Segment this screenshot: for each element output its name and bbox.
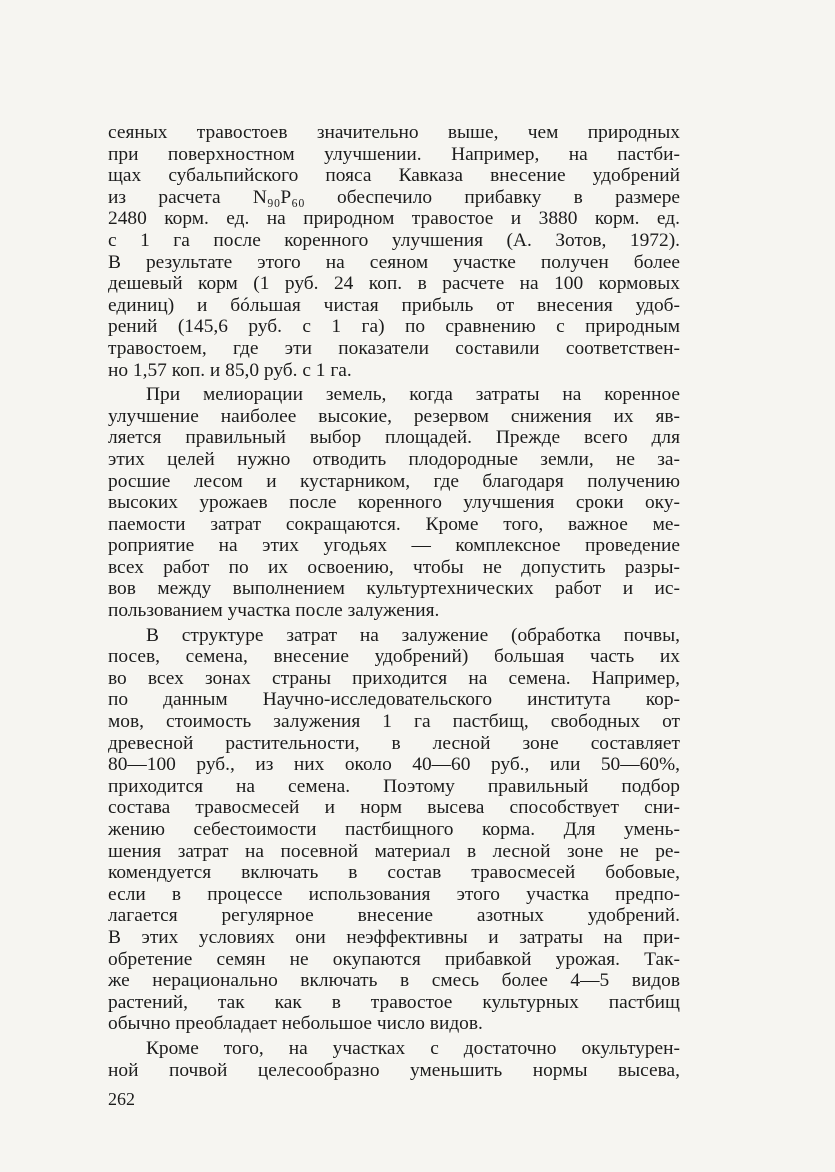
text-line: улучшение наиболее высокие, резервом снижения их яв-: [108, 405, 680, 427]
text-line: В структуре затрат на залужение (обработка почвы,: [146, 624, 680, 646]
text-line: роприятие на этих угодьях — комплексное проведение: [108, 535, 680, 557]
text-line: щах субальпийского пояса Кавказа внесение удобрений: [108, 165, 680, 187]
text-line: мов, стоимость залужения 1 га пастбищ, свободных от: [108, 711, 680, 733]
paragraph: [108, 384, 680, 622]
text-line: дешевый корм (1 руб. 24 коп. в расчете на 100 кормовых: [108, 273, 680, 295]
text-line: комендуется включать в состав травосмесей бобовые,: [108, 862, 680, 884]
paragraph: [108, 122, 680, 381]
text-line: во всех зонах страны приходится на семена. Например,: [108, 667, 680, 689]
text-line: 2480 корм. ед. на природном травостое и 3880 корм. ед.: [108, 208, 680, 230]
text-line: по данным Научно-исследовательского института кор-: [108, 689, 680, 711]
text-line: рений (145,6 руб. с 1 га) по сравнению с природным: [108, 316, 680, 338]
text-line: Кроме того, на участках с достаточно окультурен-: [146, 1037, 680, 1059]
text-line: при поверхностном улучшении. Например, на пастби-: [108, 143, 680, 165]
text-line: из расчета N₉₀P₆₀ обеспечило прибавку в размере: [108, 186, 680, 208]
text-line: лагается регулярное внесение азотных удобрений.: [108, 905, 680, 927]
text-line: 80—100 руб., из них около 40—60 руб., или 50—60%,: [108, 754, 680, 776]
text-line: травостоем, где эти показатели составили соответствен-: [108, 337, 680, 359]
text-line: В этих условиях они неэффективны и затраты на при-: [108, 926, 680, 948]
body-text: [108, 122, 680, 1081]
page-number: 262: [108, 1089, 135, 1109]
text-line: растений, так как в травостое культурных пастбищ: [108, 991, 680, 1013]
text-line: сеяных травостоев значительно выше, чем природных: [108, 122, 680, 143]
text-line: обычно преобладает небольшое число видов.: [108, 1013, 483, 1035]
text-line: приходится на семена. Поэтому правильный подбор: [108, 775, 680, 797]
text-line: росшие лесом и кустарником, где благодаря получению: [108, 470, 680, 492]
text-line: В результате этого на сеяном участке получен более: [108, 251, 680, 273]
text-line: же нерационально включать в смесь более 4—5 видов: [108, 970, 680, 992]
text-line: высоких урожаев после коренного улучшения сроки оку-: [108, 492, 680, 514]
text-line: с 1 га после коренного улучшения (А. Зотов, 1972).: [108, 229, 680, 251]
text-line: ляется правильный выбор площадей. Прежде всего для: [108, 427, 680, 449]
text-line: ной почвой целесообразно уменьшить нормы высева,: [108, 1059, 680, 1081]
text-line: При мелиорации земель, когда затраты на коренное: [146, 384, 680, 406]
text-line: вов между выполнением культуртехнических работ и ис-: [108, 578, 680, 600]
text-line: посев, семена, внесение удобрений) большая часть их: [108, 646, 680, 668]
text-line: пользованием участка после залужения.: [108, 600, 440, 622]
text-line: обретение семян не окупаются прибавкой урожая. Так-: [108, 948, 680, 970]
paragraph: [108, 625, 680, 1035]
text-line: шения затрат на посевной материал в лесной зоне не ре-: [108, 840, 680, 862]
text-line: но 1,57 коп. и 85,0 руб. с 1 га.: [108, 359, 352, 381]
text-line: единиц) и бóльшая чистая прибыль от внесения удоб-: [108, 294, 680, 316]
text-line: всех работ по их освоению, чтобы не допустить разры-: [108, 556, 680, 578]
text-line: древесной растительности, в лесной зоне составляет: [108, 732, 680, 754]
text-line: паемости затрат сокращаются. Кроме того, важное ме-: [108, 513, 680, 535]
text-line: состава травосмесей и норм высева способствует сни-: [108, 797, 680, 819]
text-line: если в процессе использования этого участка предпо-: [108, 883, 680, 905]
text-line: этих целей нужно отводить плодородные земли, не за-: [108, 448, 680, 470]
text-line: жению себестоимости пастбищного корма. Для умень-: [108, 819, 680, 840]
paragraph: [108, 1038, 680, 1081]
